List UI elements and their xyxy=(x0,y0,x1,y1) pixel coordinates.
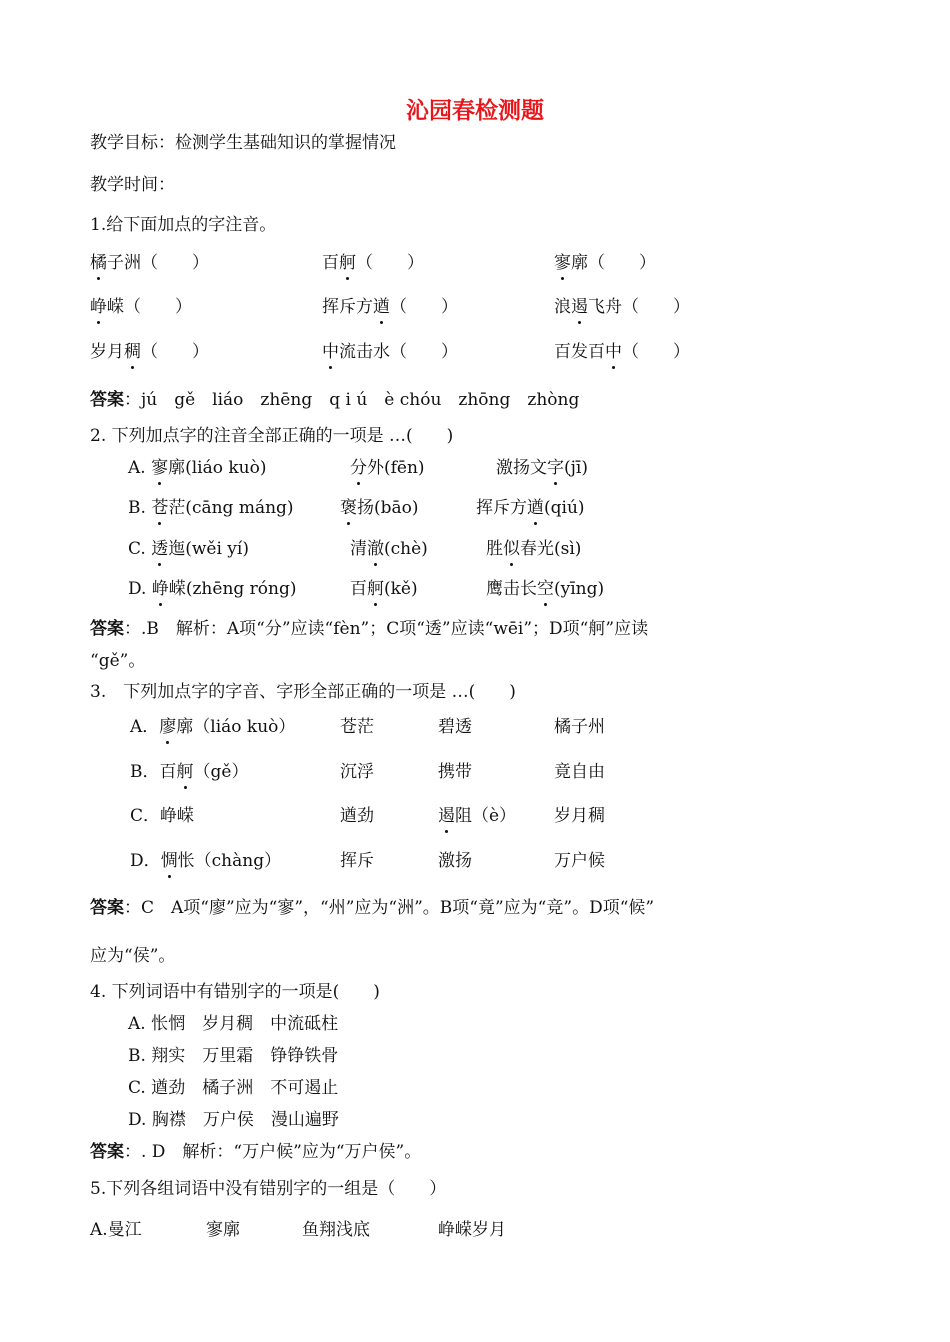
q3-option-c: C．峥嵘 xyxy=(130,806,195,826)
q1-item: 浪遏飞舟（ ） xyxy=(554,292,690,317)
q2-option-b-word: 褒扬(bāo) xyxy=(340,493,419,518)
q2-option-c: C. 透迤(wěi yí) xyxy=(128,534,249,559)
q4-option-a: A. 怅惘 岁月稠 中流砥柱 xyxy=(128,1014,339,1034)
q2-answer-cont: “gě”。 xyxy=(90,651,146,671)
q5-option-a: A.曼江 xyxy=(90,1220,142,1240)
q4-option-b: B. 翔实 万里霜 铮铮铁骨 xyxy=(128,1046,339,1066)
q4-answer: 答案：. D 解析：“万户候”应为“万户侯”。 xyxy=(90,1142,422,1162)
q1-item: 中流击水（ ） xyxy=(322,337,458,362)
teaching-time: 教学时间： xyxy=(90,175,175,195)
q3-option-a-word: 苍茫 xyxy=(340,717,374,737)
q5-option-a-word: 寥廓 xyxy=(206,1220,240,1240)
q1-stem: 1.给下面加点的字注音。 xyxy=(90,215,277,235)
q4-option-c: C. 遒劲 橘子洲 不可遏止 xyxy=(128,1078,339,1098)
q3-option-d-word: 万户候 xyxy=(554,851,605,871)
q2-stem: 2. 下列加点字的注音全部正确的一项是 …( ) xyxy=(90,426,454,446)
q5-option-a-word: 鱼翔浅底 xyxy=(302,1220,370,1240)
q3-option-c-word: 岁月稠 xyxy=(554,806,605,826)
q3-option-a: A．廖廓（liáo kuò） xyxy=(130,712,295,737)
q2-option-c-word: 清澈(chè) xyxy=(350,534,428,559)
q3-option-b-word: 竟自由 xyxy=(554,762,605,782)
q1-item: 挥斥方遒（ ） xyxy=(322,292,458,317)
q3-option-a-word: 橘子州 xyxy=(554,717,605,737)
q2-option-b: B. 苍茫(cāng máng) xyxy=(128,493,294,518)
q4-option-d: D. 胸襟 万户侯 漫山遍野 xyxy=(128,1110,339,1130)
q5-stem: 5.下列各组词语中没有错别字的一组是（ ） xyxy=(90,1179,447,1199)
q2-option-a-word: 激扬文字(jī) xyxy=(496,453,588,478)
q5-option-a-word: 峥嵘岁月 xyxy=(438,1220,506,1240)
q2-option-d-word: 鹰击长空(yīng) xyxy=(486,574,604,599)
q2-answer: 答案：.B 解析：A项“分”应读“fèn”；C项“透”应读“wēi”；D项“舸”应读 xyxy=(90,619,649,639)
q1-item: 峥嵘（ ） xyxy=(90,292,192,317)
q1-item: 百舸（ ） xyxy=(322,248,424,273)
q3-option-d-word: 激扬 xyxy=(438,851,472,871)
q2-option-d: D. 峥嵘(zhēng róng) xyxy=(128,574,297,599)
q3-option-a-word: 碧透 xyxy=(438,717,472,737)
q2-option-a: A. 寥廓(liáo kuò) xyxy=(128,453,267,478)
q3-answer: 答案：C A项“廖”应为“寥”，“州”应为“洲”。B项“竟”应为“竞”。D项“候” xyxy=(90,898,655,918)
q1-answer: 答案：jú gě liáo zhēng q i ú è chóu zhōng zhòng xyxy=(90,390,580,410)
q3-stem: 3. 下列加点字的字音、字形全部正确的一项是 …( ) xyxy=(90,682,516,702)
q2-option-d-word: 百舸(kě) xyxy=(350,574,418,599)
q3-option-c-word: 遏阻（è） xyxy=(438,801,516,826)
page-title: 沁园春检测题 xyxy=(406,97,544,124)
q1-item: 岁月稠（ ） xyxy=(90,337,209,362)
q3-option-b: B．百舸（gě） xyxy=(130,757,248,782)
q1-item: 百发百中（ ） xyxy=(554,337,690,362)
q3-option-b-word: 携带 xyxy=(438,762,472,782)
q2-option-a-word: 分外(fēn) xyxy=(350,453,425,478)
q3-option-c-word: 遒劲 xyxy=(340,806,374,826)
q2-option-b-word: 挥斥方遒(qiú) xyxy=(476,493,585,518)
q1-item: 橘子洲（ ） xyxy=(90,248,209,273)
q3-option-d-word: 挥斥 xyxy=(340,851,374,871)
q3-option-d: D．惆怅（chàng） xyxy=(130,846,281,871)
q4-stem: 4. 下列词语中有错别字的一项是( ) xyxy=(90,982,380,1002)
q3-option-b-word: 沉浮 xyxy=(340,762,374,782)
q1-item: 寥廓（ ） xyxy=(554,248,656,273)
q2-option-c-word: 胜似春光(sì) xyxy=(486,534,581,559)
teaching-goal: 教学目标：检测学生基础知识的掌握情况 xyxy=(90,133,396,153)
q3-answer-cont: 应为“侯”。 xyxy=(90,946,176,966)
